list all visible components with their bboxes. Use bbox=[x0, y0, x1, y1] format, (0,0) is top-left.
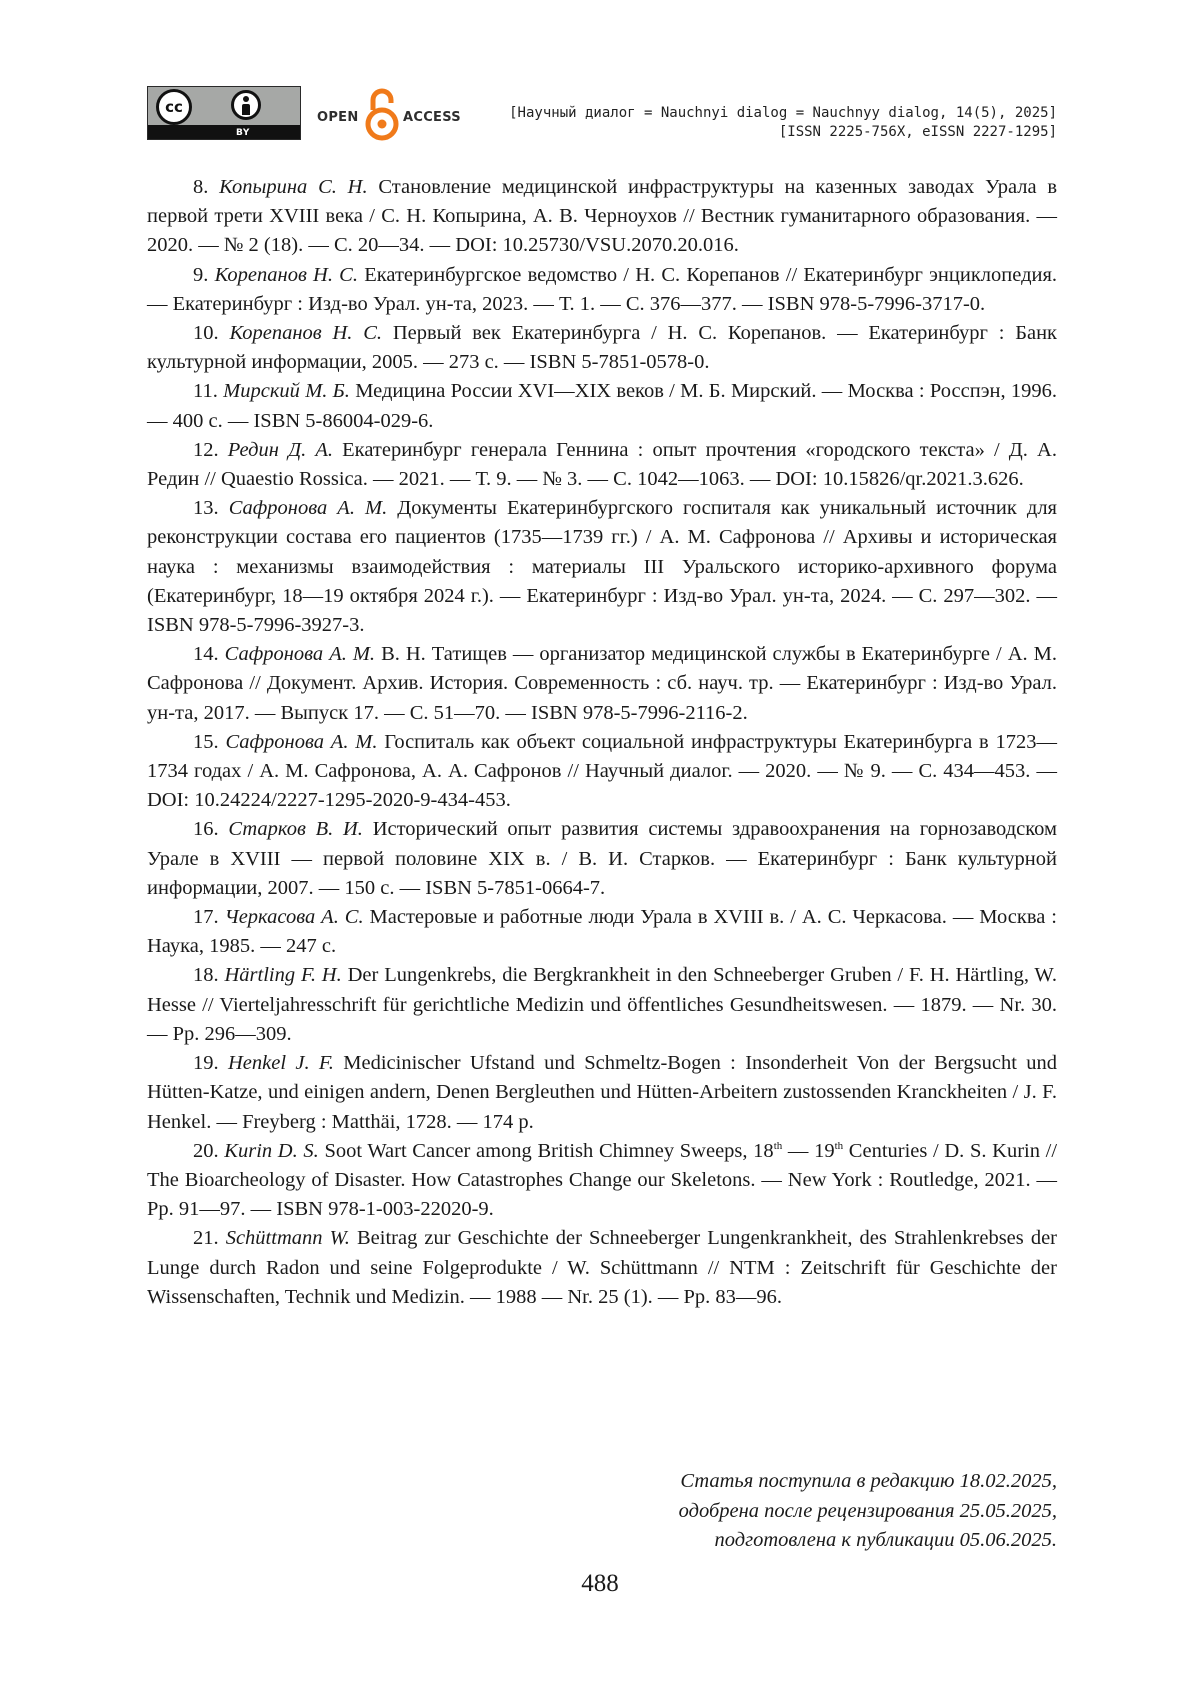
reference-author: Старков В. И. bbox=[228, 818, 363, 841]
reference-number: 13. bbox=[193, 497, 219, 520]
reference-author: Härtling F. H. bbox=[224, 964, 342, 987]
reference-item bbox=[147, 728, 1057, 816]
reference-number: 19. bbox=[193, 1052, 219, 1075]
open-access-word-open: OPEN bbox=[317, 110, 359, 125]
reference-text: Екатеринбургское ведомство / Н. С. Корепанов // Екатеринбург энциклопедия. — Екатеринбург : Изд-во Урал. ун-та, 2023. — Т. 1. — С. 376—377. — ISBN 978-5-7996-3717-0. bbox=[147, 263, 1058, 315]
reference-item bbox=[147, 640, 1057, 728]
reference-author: Сафронова А. М. bbox=[225, 730, 378, 753]
cc-by-license-badge[interactable] bbox=[147, 86, 301, 140]
reference-text: Екатеринбург генерала Геннина : опыт прочтения «городского текста» / Д. А. Редин // Quaestio Rossica. — 2021. — Т. 9. — № 3. — С. 1042—1063. — DOI: 10.15826/qr.2021.3.626. bbox=[147, 438, 1057, 491]
reference-author: Schüttmann W. bbox=[225, 1227, 350, 1250]
reference-author: Копырина С. Н. bbox=[219, 176, 368, 198]
reference-number: 16. bbox=[193, 818, 219, 841]
reference-number: 21. bbox=[193, 1227, 219, 1250]
reference-text-part: — 19 bbox=[782, 1139, 835, 1162]
reference-item bbox=[147, 261, 1057, 319]
reference-item bbox=[147, 319, 1057, 377]
reference-number: 9. bbox=[193, 263, 209, 286]
reference-text: Медицина России XVI—XIX веков / М. Б. Мирский. — Москва : Росспэн, 1996. — 400 с. — ISBN 5-86004-029-6. bbox=[147, 380, 1058, 432]
attribution-person-icon bbox=[231, 90, 261, 120]
reference-number: 20. bbox=[193, 1139, 219, 1162]
reference-list bbox=[147, 173, 1057, 1312]
reference-author: Редин Д. А. bbox=[227, 438, 334, 461]
superscript-th: th bbox=[834, 1139, 844, 1152]
reference-text-part: Centuries / D. S. Kurin // The Bioarcheology of Disaster. How Catastrophes Change our Skeletons. — New York : Routledge, 2021. — Pp. 91—97. — ISBN 978-1-003-22020-9. bbox=[147, 1139, 1058, 1221]
reference-text: Мастеровые и работные люди Урала в XVIII в. / А. С. Черкасова. — Москва : Наука, 1985. — 247 с. bbox=[147, 906, 1057, 958]
reference-text: Становление медицинской инфраструктуры на казенных заводах Урала в первой трети XVIII века / С. Н. Копырина, А. В. Черноухов // Вестник гуманитарного образования. — 2020. — № 2 (18). — С. 20—34. — DOI: 10.25730/VSU.2070.20.016. bbox=[147, 176, 1058, 257]
reference-author: Kurin D. S. bbox=[224, 1139, 319, 1162]
reference-author: Черкасова А. С. bbox=[224, 906, 364, 929]
reference-text: В. Н. Татищев — организатор медицинской службы в Екатеринбурге / А. М. Сафронова // Документ. Архив. История. Современность : сб. науч. тр. — Екатеринбург : Изд-во Урал. ун-та, 2017. — Выпуск 17. — С. 51—70. — ISBN 978-5-7996-2116-2. bbox=[147, 643, 1058, 724]
reference-text: Документы Екатеринбургского госпиталя как уникальный источник для реконструкции состава его пациентов (1735—1739 гг.) / А. М. Сафронова // Архивы и историческая наука : механизмы взаимодействия : материалы III Уральского историко-архивного форума (Екатеринбург, 18—19 октября 2024 г.). — Екатеринбург : Изд-во Урал. ун-та, 2024. — С. 297—302. — ISBN 978-5-7996-3927-3. bbox=[147, 497, 1057, 637]
page-number: 488 bbox=[581, 1570, 619, 1597]
reference-item bbox=[147, 1224, 1057, 1312]
reference-item bbox=[147, 1137, 1057, 1225]
reference-number: 8. bbox=[193, 176, 209, 198]
superscript-th: th bbox=[773, 1139, 783, 1152]
reference-item bbox=[147, 903, 1057, 961]
reference-text: Исторический опыт развития системы здравоохранения на горнозаводском Урале в XVIII — первой половине XIX в. / В. И. Старков. — Екатеринбург : Банк культурной информации, 2007. — 150 с. — ISBN 5-7851-0664-7. bbox=[147, 818, 1057, 899]
reference-item bbox=[147, 173, 1057, 261]
reference-text: Госпиталь как объект социальной инфраструктуры Екатеринбурга в 1723—1734 годах / А. М. Сафронова, А. А. Сафронов // Научный диалог. — 2020. — № 9. — С. 434—453. — DOI: 10.24224/2227-1295-2020-9-434-453. bbox=[147, 730, 1057, 812]
reference-item bbox=[147, 494, 1057, 640]
reference-text: Medicinischer Ufstand und Schmeltz-Bogen : Insonderheit Von der Bergsucht und Hütten-Katze, und einigen andern, Denen Bergleuthen und Hütten-Arbeitern zustossenden Kranckheiten / J. F. Henkel. — Freyberg : Matthäi, 1728. — 174 p. bbox=[147, 1052, 1058, 1133]
reference-author: Сафронова А. М. bbox=[228, 497, 388, 520]
article-dates bbox=[679, 1467, 1057, 1556]
reference-number: 12. bbox=[193, 438, 219, 461]
reference-item bbox=[147, 436, 1057, 494]
reference-number: 14. bbox=[193, 643, 219, 666]
badge-by-label: BY bbox=[236, 128, 250, 138]
reference-text-part: Soot Wart Cancer among British Chimney Sweeps, 18 bbox=[324, 1139, 774, 1162]
reference-number: 17. bbox=[193, 906, 219, 929]
journal-issn: [ISSN 2225-756X, eISSN 2227-1295] bbox=[778, 124, 1057, 140]
reference-author: Мирский М. Б. bbox=[223, 380, 350, 403]
reference-author: Корепанов Н. С. bbox=[229, 322, 383, 345]
open-lock-icon bbox=[365, 86, 399, 142]
cc-icon: cc bbox=[156, 89, 192, 125]
approved-date: одобрена после рецензирования 25.05.2025, bbox=[678, 1499, 1057, 1522]
reference-item bbox=[147, 961, 1057, 1049]
reference-item bbox=[147, 377, 1057, 435]
reference-item bbox=[147, 1049, 1057, 1137]
page-header bbox=[147, 86, 1057, 142]
received-date: Статья поступила в редакцию 18.02.2025, bbox=[680, 1470, 1057, 1492]
open-access-word-access: ACCESS bbox=[403, 110, 461, 125]
reference-number: 15. bbox=[193, 730, 219, 753]
reference-author: Сафронова А. М. bbox=[224, 643, 376, 666]
reference-text: Первый век Екатеринбурга / Н. С. Корепанов. — Екатеринбург : Банк культурной информации, 2005. — 273 с. — ISBN 5-7851-0578-0. bbox=[147, 322, 1058, 374]
journal-citation: [Научный диалог = Nauchnyi dialog = Nauchnyy dialog, 14(5), 2025] bbox=[509, 105, 1057, 121]
journal-info bbox=[509, 104, 1057, 142]
reference-author: Корепанов Н. С. bbox=[214, 263, 358, 286]
prepared-date: подготовлена к публикации 05.06.2025. bbox=[714, 1529, 1057, 1551]
reference-number: 11. bbox=[193, 380, 218, 403]
open-access-logo bbox=[317, 86, 467, 142]
reference-text: Beitrag zur Geschichte der Schneeberger Lungenkrankheit, des Strahlenkrebses der Lunge durch Radon und seine Folgeprodukte / W. Schüttmann // NTM : Zeitschrift für Geschichte der Wissenschaften, Technik und Medizin. — 1988 — Nr. 25 (1). — Pp. 83—96. bbox=[147, 1227, 1057, 1308]
badge-strip bbox=[148, 125, 300, 139]
reference-number: 18. bbox=[193, 964, 219, 987]
reference-author: Henkel J. F. bbox=[227, 1052, 334, 1075]
reference-item bbox=[147, 815, 1057, 903]
reference-text: Der Lungenkrebs, die Bergkrankheit in den Schneeberger Gruben / F. H. Härtling, W. Hesse // Vierteljahresschrift für gerichtliche Medizin und öffentliches Gesundheitswesen. — 1879. — Nr. 30. — Pp. 296—309. bbox=[147, 964, 1058, 1045]
reference-number: 10. bbox=[193, 322, 219, 345]
